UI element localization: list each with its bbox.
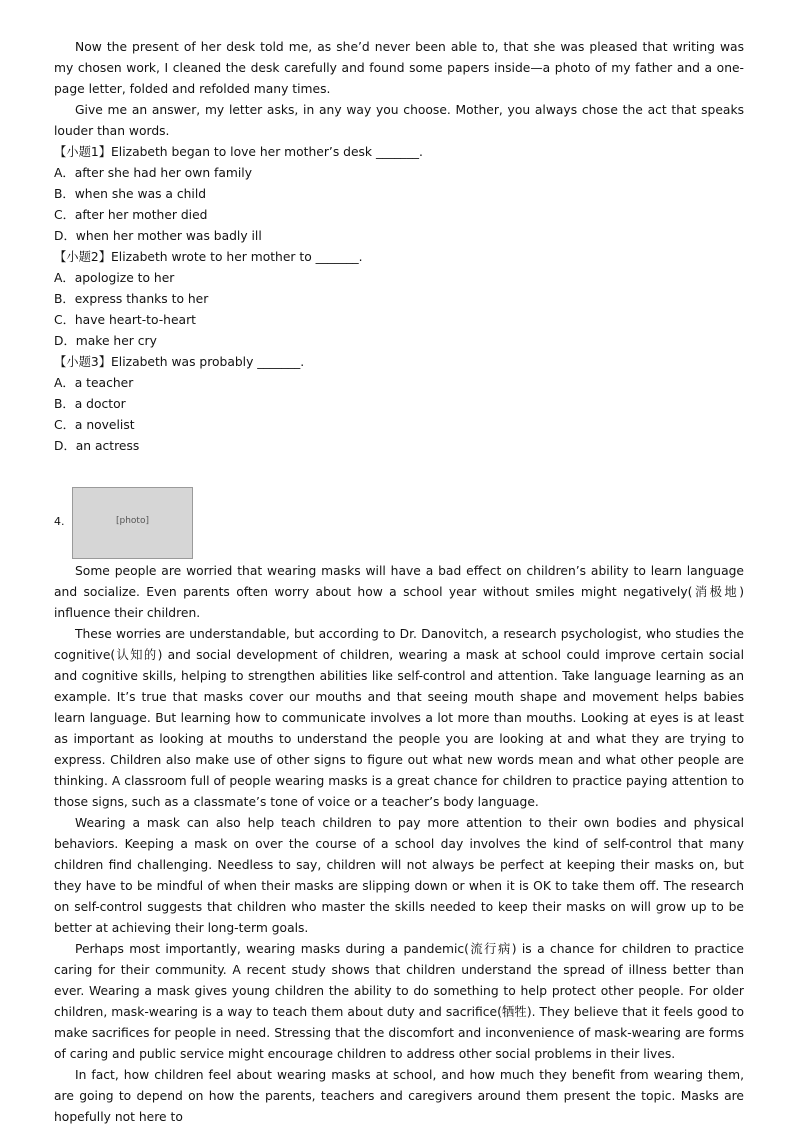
section-number: 4.	[54, 515, 65, 528]
question-1	[54, 142, 744, 247]
option-b: B．a doctor	[54, 397, 126, 411]
option-b: B．express thanks to her	[54, 292, 209, 306]
passage-paragraph: These worries are understandable, but according to Dr. Danovitch, a research psychologist, who studies the cognitive(认知的) and social development of children, wearing a mask at school could improve certain social and cognitive skills, helping to strengthen abilities like self-control and attention. Take language learning as an example. It’s true that masks cover our mouths and that seeing mouth shape and movement helps babies learn language. But learning how to communicate involves a lot more than mouths. Looking at eyes is at least as important as looking at mouths to understand the people you are looking at and what they are trying to express. Children also make use of other signs to figure out what new words mean and what other people are thinking. A classroom full of people wearing masks is a great chance for children to practice paying attention to those signs, such as a classmate’s tone of voice or a teacher’s body language.	[54, 627, 744, 809]
question-stem: 【小题2】Elizabeth wrote to her mother to _______.	[54, 250, 363, 264]
option-d: D．when her mother was badly ill	[54, 229, 262, 243]
passage-paragraph: Perhaps most importantly, wearing masks during a pandemic(流行病) is a chance for children to practice caring for their community. A recent study shows that children understand the spread of illness better than ever. Wearing a mask gives young children the ability to do something to help protect other people. For older children, mask-wearing is a way to teach them about duty and sacrifice(牺牲). They believe that it feels good to make sacrifices for people in need. Stressing that the discomfort and inconvenience of mask-wearing are forms of caring and public service might encourage children to address other social problems in their lives.	[54, 942, 744, 1061]
intro-paragraph: Give me an answer, my letter asks, in any way you choose. Mother, you always chose the act that speaks louder than words.	[54, 103, 744, 138]
option-c: C．have heart-to-heart	[54, 313, 196, 327]
section-4-header	[54, 487, 744, 561]
option-a: A．a teacher	[54, 376, 134, 390]
passage-paragraph: Some people are worried that wearing masks will have a bad effect on children’s ability to learn language and socialize. Even parents often worry about how a school year without smiles might negatively(消极地) influence their children.	[54, 564, 744, 620]
intro-paragraph: Now the present of her desk told me, as she’d never been able to, that she was pleased that writing was my chosen work, I cleaned the desk carefully and found some papers inside—a photo of my father and a one-page letter, folded and refolded many times.	[54, 40, 744, 96]
photo-placeholder-label: [photo]	[116, 516, 149, 526]
option-b: B．when she was a child	[54, 187, 207, 201]
question-stem: 【小题3】Elizabeth was probably _______.	[54, 355, 305, 369]
question-2	[54, 247, 744, 352]
option-a: A．apologize to her	[54, 271, 175, 285]
option-c: C．a novelist	[54, 418, 135, 432]
document-page	[54, 37, 744, 1128]
option-a: A．after she had her own family	[54, 166, 252, 180]
question-stem: 【小题1】Elizabeth began to love her mother’s desk _______.	[54, 145, 423, 159]
option-d: D．make her cry	[54, 334, 157, 348]
passage-paragraph: Wearing a mask can also help teach children to pay more attention to their own bodies and physical behaviors. Keeping a mask on over the course of a school day involves the kind of self-control that many children find challenging. Needless to say, children will not always be perfect at keeping their masks on, but they have to be mindful of when their masks are slipping down or when it is OK to take them off. The research on self-control suggests that children who master the skills needed to keep their masks on will grow up to be better at achieving their long-term goals.	[54, 816, 744, 935]
classroom-photo-placeholder	[72, 487, 193, 559]
question-3	[54, 352, 744, 457]
option-d: D．an actress	[54, 439, 140, 453]
spacer	[54, 457, 744, 487]
option-c: C．after her mother died	[54, 208, 208, 222]
passage-paragraph: In fact, how children feel about wearing masks at school, and how much they benefit from wearing them, are going to depend on how the parents, teachers and caregivers around them present the topic. Masks are hopefully not here to	[54, 1068, 744, 1124]
